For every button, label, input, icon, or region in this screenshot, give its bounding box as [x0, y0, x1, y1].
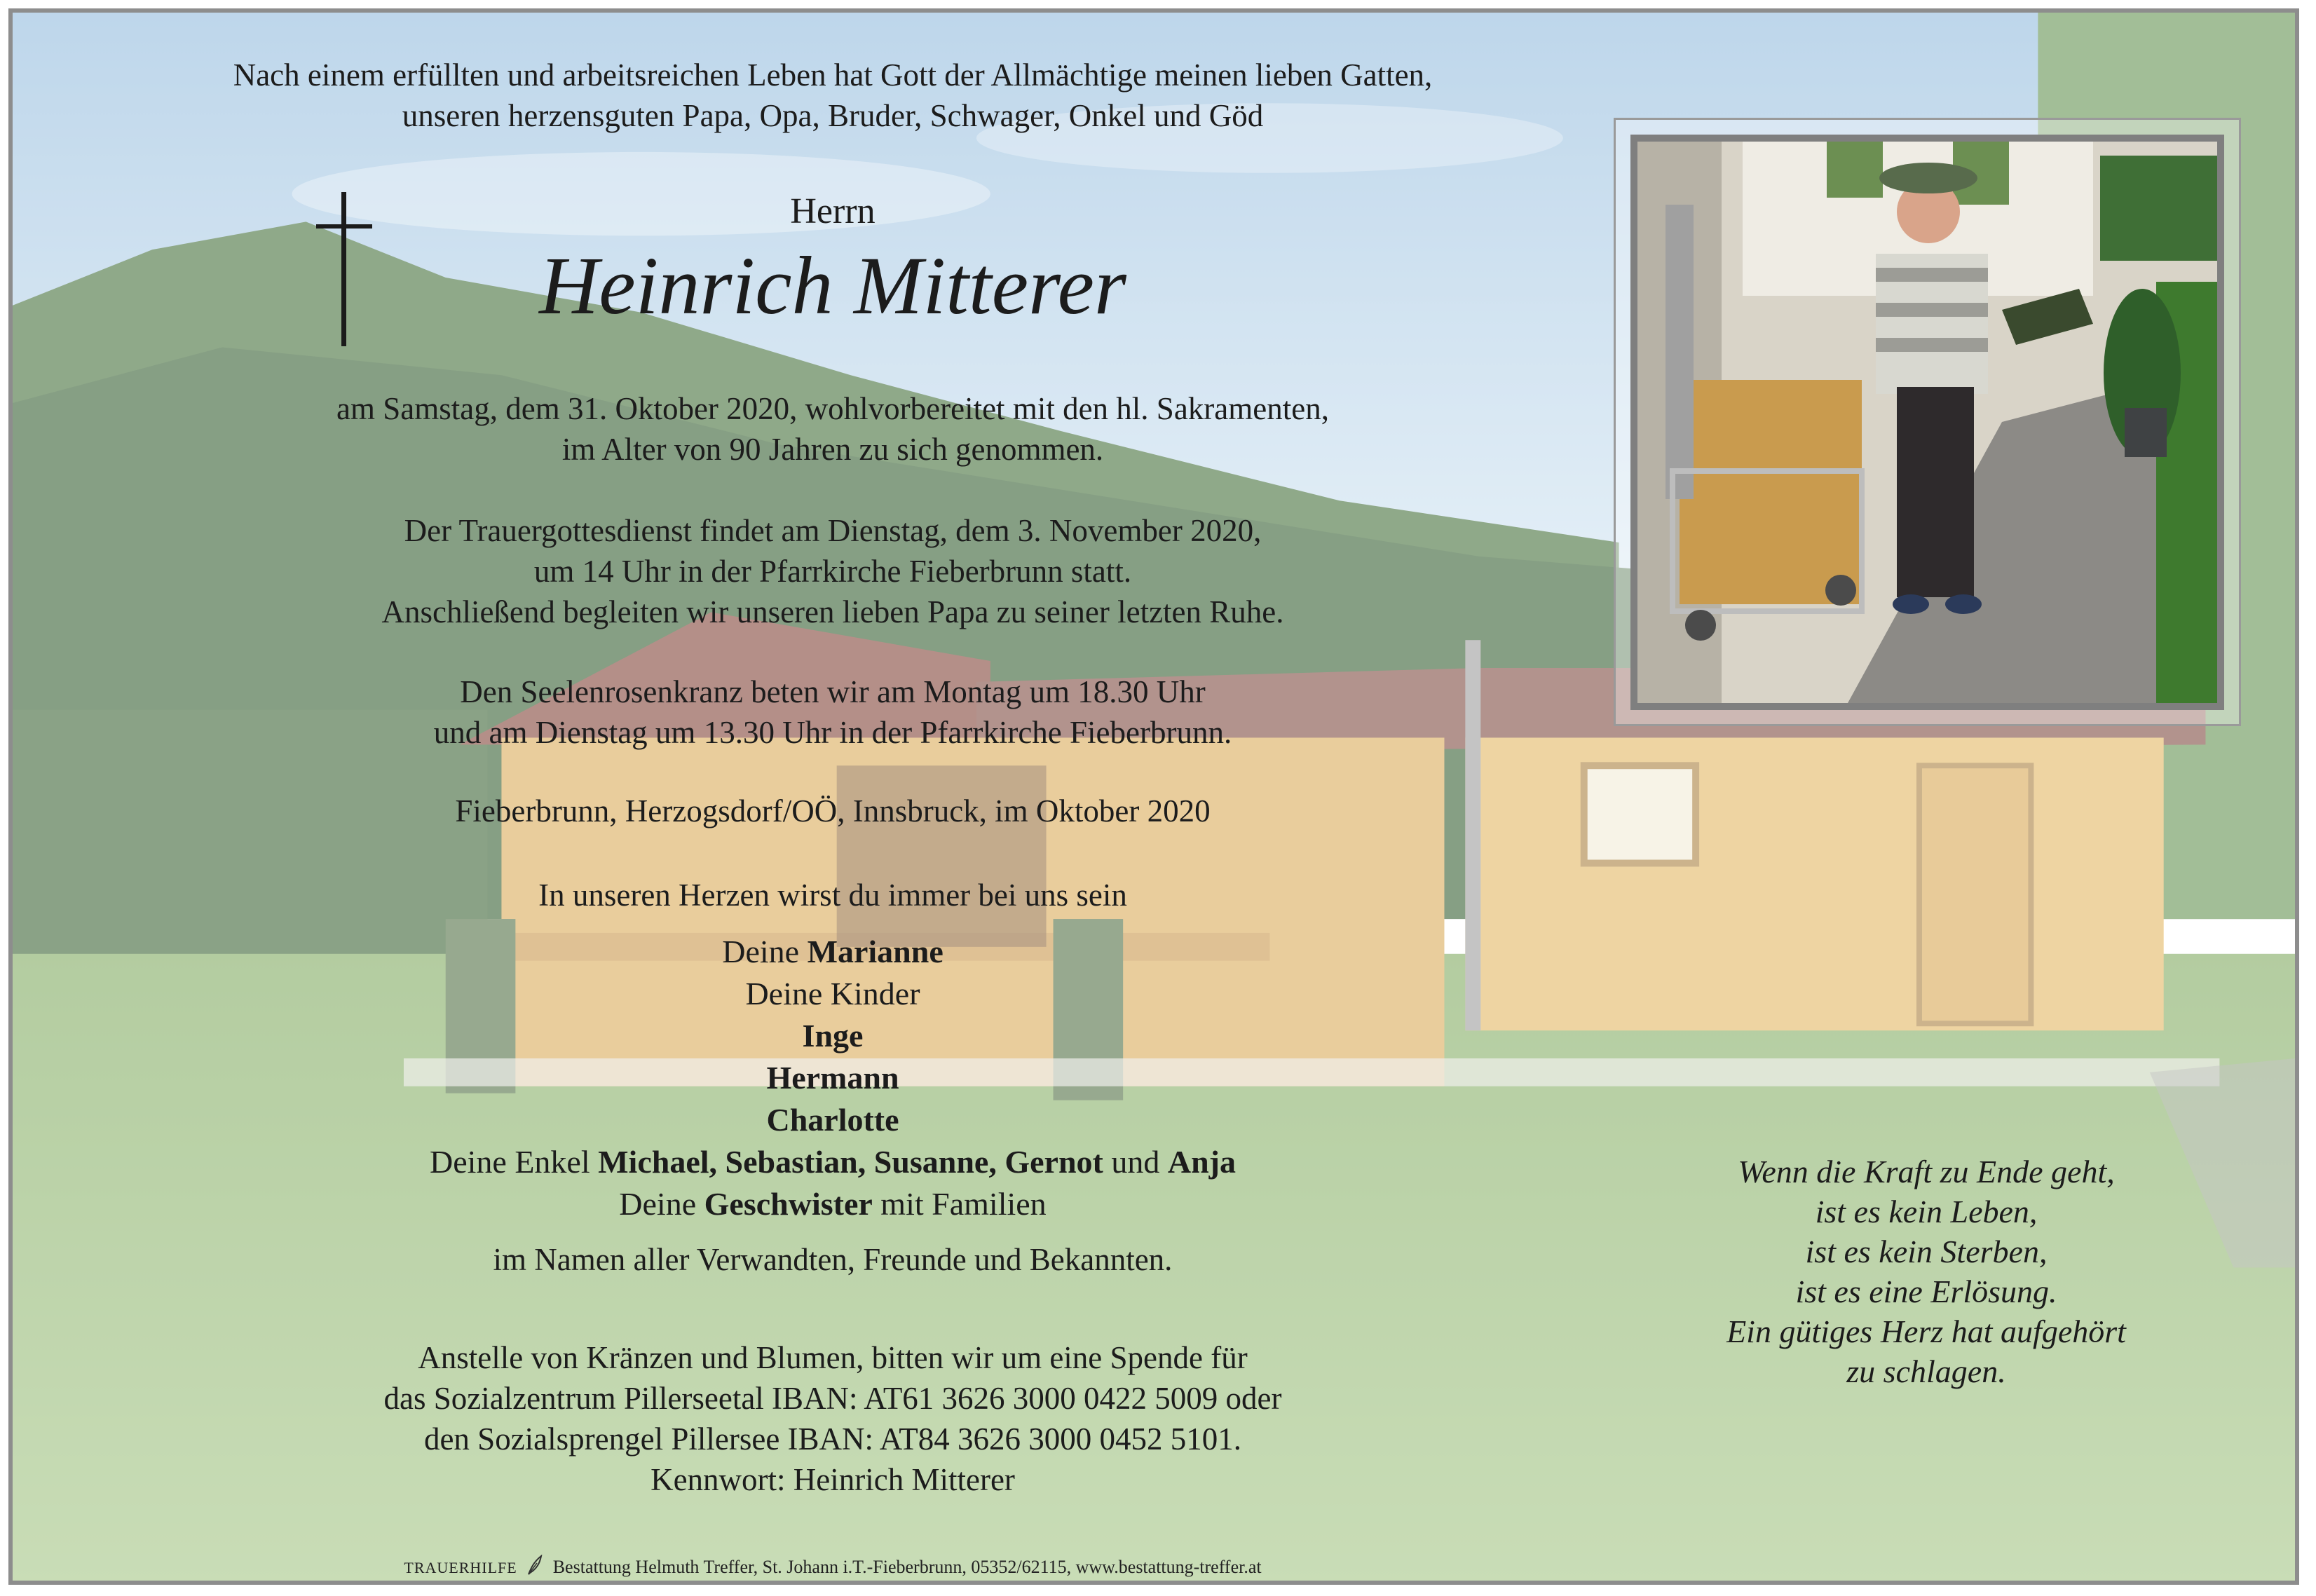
portrait-image: [1637, 142, 2217, 703]
death-line: am Samstag, dem 31. Oktober 2020, wohlvorbereitet mit den hl. Sakramenten,: [336, 391, 1329, 426]
donation-line: Kennwort: Heinrich Mitterer: [650, 1462, 1015, 1497]
spouse-prefix: Deine: [722, 934, 800, 969]
death-notice: [76, 388, 1590, 470]
rosary-line: und am Dienstag um 13.30 Uhr in der Pfarrkirche Fieberbrunn.: [433, 715, 1232, 750]
grandchildren-names: Michael, Sebastian, Susanne, Gernot: [598, 1144, 1103, 1180]
service-line: um 14 Uhr in der Pfarrkirche Fieberbrunn statt.: [533, 554, 1132, 589]
poem-line: ist es kein Leben,: [1815, 1194, 2038, 1229]
service-line: Anschließend begleiten wir unseren lieben Papa zu seiner letzten Ruhe.: [381, 594, 1284, 629]
death-line: im Alter von 90 Jahren zu sich genommen.: [561, 432, 1104, 467]
rosary-info: [76, 671, 1590, 753]
memorial-poem: [1639, 1152, 2214, 1391]
grandchildren-label: Deine Enkel: [430, 1144, 590, 1180]
child-name: Inge: [802, 1018, 864, 1053]
hearts-line: In unseren Herzen wirst du immer bei uns sein: [538, 878, 1127, 913]
donation-line: den Sozialsprengel Pillersee IBAN: AT84 3626 3000 0452 5101.: [423, 1421, 1242, 1457]
undertaker-contact: Bestattung Helmuth Treffer, St. Johann i.T.-Fieberbrunn, 05352/62115, www.bestattung-treffer.at: [552, 1557, 1262, 1577]
grandchild-name: Anja: [1167, 1144, 1236, 1180]
spouse-name: Marianne: [807, 934, 944, 969]
poem-line: ist es eine Erlösung.: [1795, 1274, 2057, 1309]
spouse-line: [76, 931, 1590, 973]
obituary-card: [8, 8, 2299, 1585]
undertaker-footer: [13, 1555, 1653, 1580]
funeral-service-info: [76, 510, 1590, 632]
family-list: [76, 931, 1590, 1225]
donation-line: das Sozialzentrum Pillerseetal IBAN: AT61 3626 3000 0422 5009 oder: [383, 1381, 1282, 1416]
siblings-label: Geschwister: [704, 1186, 873, 1222]
siblings-suffix: mit Familien: [880, 1186, 1047, 1222]
child-name: Hermann: [766, 1060, 899, 1096]
poem-line: Ein gütiges Herz hat aufgehört: [1726, 1314, 2126, 1349]
trauerhilfe-brand: TRAUERHILFE: [404, 1559, 517, 1576]
donation-info: [76, 1337, 1590, 1500]
on-behalf-line: im Namen aller Verwandten, Freunde und Bekannten.: [493, 1242, 1173, 1277]
children-label: Deine Kinder: [745, 976, 920, 1011]
conjunction: und: [1111, 1144, 1160, 1180]
salutation: Herrn: [790, 191, 876, 231]
poem-line: Wenn die Kraft zu Ende geht,: [1738, 1154, 2115, 1189]
intro-text: [76, 55, 1590, 136]
donation-line: Anstelle von Kränzen und Blumen, bitten wir um eine Spende für: [418, 1340, 1248, 1375]
poem-line: zu schlagen.: [1846, 1353, 2006, 1389]
places-date: Fieberbrunn, Herzogsdorf/OÖ, Innsbruck, im Oktober 2020: [455, 793, 1211, 828]
siblings-line: [76, 1183, 1590, 1225]
feather-icon: [526, 1555, 544, 1576]
service-line: Der Trauergottesdienst findet am Dienstag, dem 3. November 2020,: [404, 513, 1262, 548]
siblings-prefix: Deine: [619, 1186, 697, 1222]
child-name: Charlotte: [766, 1102, 899, 1138]
deceased-name: Heinrich Mitterer: [539, 240, 1126, 332]
portrait-photo: [1630, 135, 2224, 710]
rosary-line: Den Seelenrosenkranz beten wir am Montag um 18.30 Uhr: [460, 674, 1206, 709]
grandchildren-line: [76, 1141, 1590, 1183]
intro-line: Nach einem erfüllten und arbeitsreichen Leben hat Gott der Allmächtige meinen lieben Gatten,: [233, 57, 1433, 93]
poem-line: ist es kein Sterben,: [1805, 1234, 2048, 1269]
intro-line: unseren herzensguten Papa, Opa, Bruder, Schwager, Onkel und Göd: [402, 98, 1264, 133]
